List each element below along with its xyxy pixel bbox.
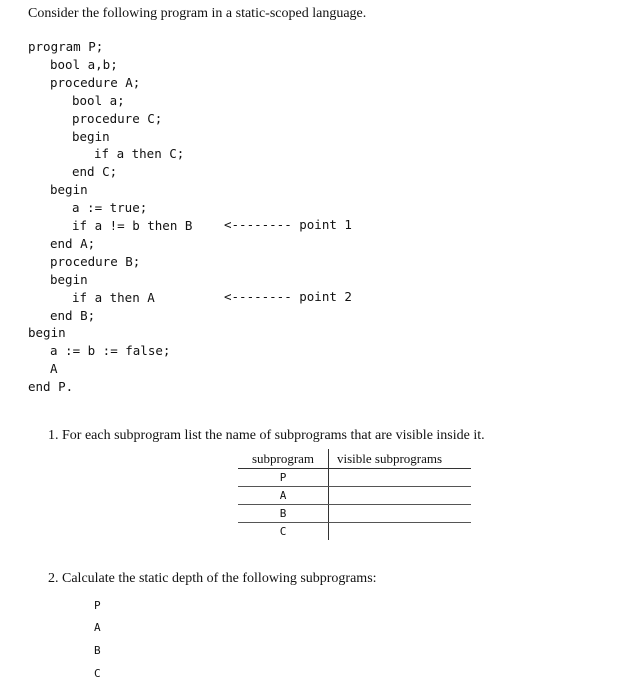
code-line: a := true; bbox=[72, 200, 148, 216]
code-line: if a then A bbox=[72, 289, 155, 305]
code-line: begin bbox=[28, 325, 66, 341]
table-cell-subprogram: B bbox=[238, 505, 329, 523]
code-line: procedure A; bbox=[50, 74, 141, 90]
code-line: if a != b then B bbox=[72, 218, 193, 233]
table-cell-subprogram: A bbox=[238, 487, 329, 505]
table-cell-subprogram: C bbox=[238, 523, 329, 541]
code-line: begin bbox=[72, 128, 110, 144]
table-cell-visible bbox=[329, 487, 472, 505]
question-2: 2. Calculate the static depth of the following subprograms: bbox=[48, 571, 377, 586]
table-row bbox=[238, 523, 471, 541]
code-line: procedure C; bbox=[72, 110, 163, 126]
code-line: end B; bbox=[50, 307, 96, 323]
point-1-marker: <-------- point 1 bbox=[224, 217, 352, 232]
code-line: procedure B; bbox=[50, 253, 141, 269]
code-line: if a then C; bbox=[94, 146, 185, 162]
code-line: end C; bbox=[72, 164, 118, 180]
table-header-visible: visible subprograms bbox=[329, 449, 472, 469]
table-row bbox=[238, 487, 471, 505]
table-header-subprogram: subprogram bbox=[238, 449, 329, 469]
depth-item: A bbox=[94, 621, 101, 634]
code-line: begin bbox=[50, 271, 88, 287]
depth-item: P bbox=[94, 599, 101, 612]
table-cell-visible bbox=[329, 469, 472, 487]
code-line: end P. bbox=[28, 379, 74, 395]
table-cell-visible bbox=[329, 523, 472, 541]
point-2-marker: <-------- point 2 bbox=[224, 289, 352, 304]
code-line: end A; bbox=[50, 235, 96, 251]
depth-item: B bbox=[94, 644, 101, 657]
code-line: bool a; bbox=[72, 92, 125, 108]
code-line: begin bbox=[50, 182, 88, 198]
depth-item: C bbox=[94, 667, 101, 680]
code-line: A bbox=[50, 361, 58, 377]
code-line: program P; bbox=[28, 39, 104, 54]
code-line: bool a,b; bbox=[50, 56, 118, 72]
question-1: 1. For each subprogram list the name of subprograms that are visible inside it. bbox=[48, 428, 485, 443]
visibility-table bbox=[238, 449, 471, 540]
table-cell-visible bbox=[329, 505, 472, 523]
table-cell-subprogram: P bbox=[238, 469, 329, 487]
code-line: a := b := false; bbox=[50, 343, 171, 359]
intro-text: Consider the following program in a static-scoped language. bbox=[28, 6, 367, 21]
table-row bbox=[238, 505, 471, 523]
table-row bbox=[238, 469, 471, 487]
